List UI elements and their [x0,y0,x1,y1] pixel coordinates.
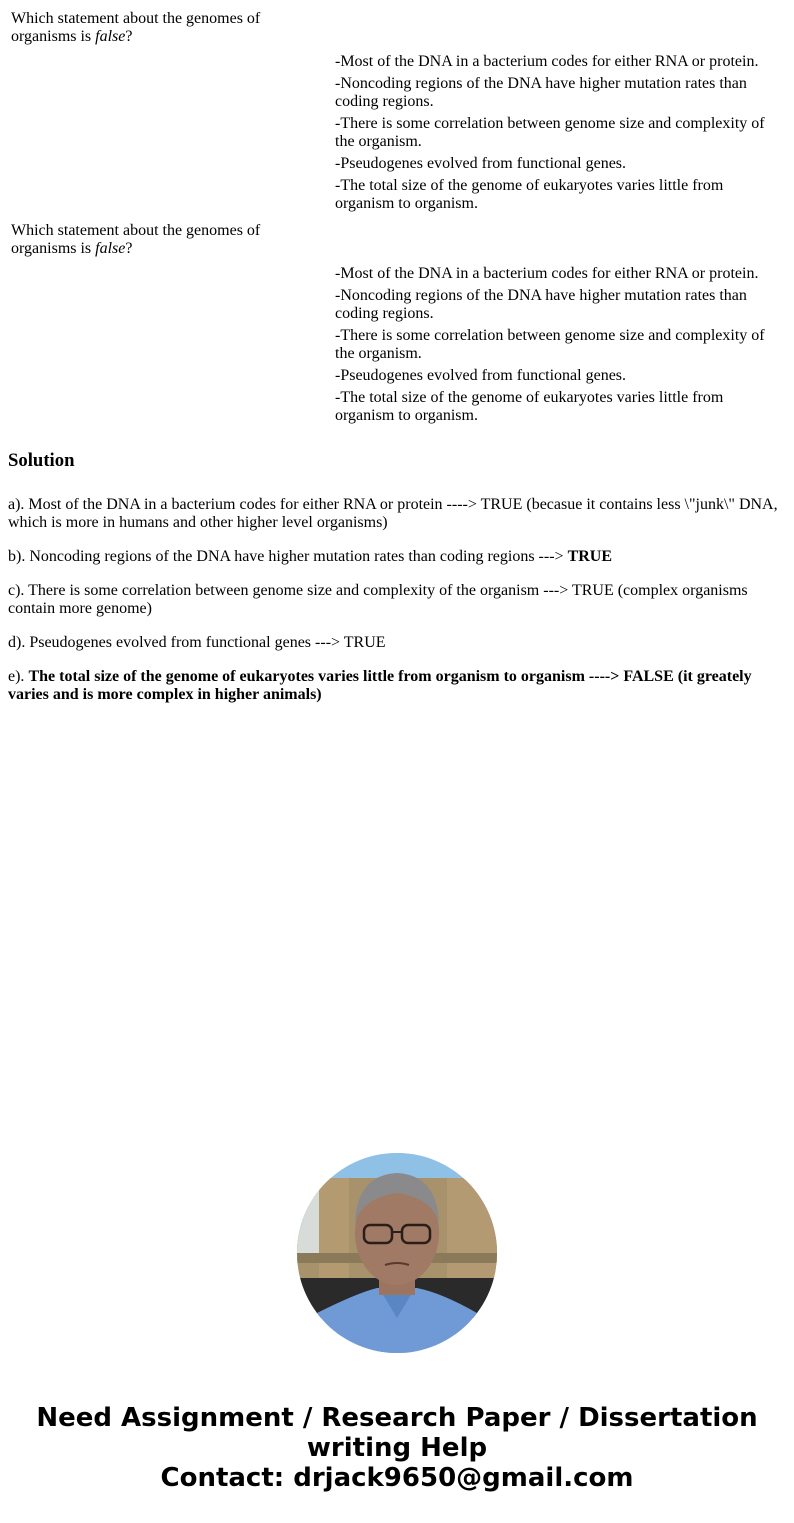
question-suffix: ? [125,240,133,257]
question-prefix: Which statement about the genomes of organisms is [11,10,261,45]
answer-b: b). Noncoding regions of the DNA have higher mutation rates than coding regions ---> TRUE [8,548,613,565]
question-emphasis: false [95,28,126,45]
option-e: -The total size of the genome of eukaryotes varies little from organism to organism. [335,177,724,212]
option-c: -There is some correlation between genome size and complexity of the organism. [335,327,765,362]
promo-banner [0,1403,794,1493]
option-b: -Noncoding regions of the DNA have higher mutation rates than coding regions. [335,287,747,322]
question-1-options [335,53,775,217]
answer-e: e). The total size of the genome of eukaryotes varies little from organism to organism ----> FALSE (it greately varies and is more complex in higher animals) [8,668,752,703]
promo-line-1: Need Assignment / Research Paper / Dissertation writing Help [36,1403,758,1463]
avatar [297,1153,497,1353]
answer-c: c). There is some correlation between genome size and complexity of the organism ---> TRUE (complex organisms contain more genome) [8,582,748,617]
answer-d: d). Pseudogenes evolved from functional genes ---> TRUE [8,634,386,651]
option-a: -Most of the DNA in a bacterium codes for either RNA or protein. [335,53,759,70]
question-2-text [11,222,311,258]
option-d: -Pseudogenes evolved from functional genes. [335,155,627,172]
solution-section [8,450,786,720]
option-c: -There is some correlation between genome size and complexity of the organism. [335,115,765,150]
option-e: -The total size of the genome of eukaryotes varies little from organism to organism. [335,389,724,424]
question-suffix: ? [125,28,133,45]
question-2-options [335,265,775,429]
question-1-text [11,10,311,46]
question-emphasis: false [95,240,126,257]
option-a: -Most of the DNA in a bacterium codes for either RNA or protein. [335,265,759,282]
answer-a: a). Most of the DNA in a bacterium codes for either RNA or protein ----> TRUE (becasue it contains less \"junk\" DNA, which is more in humans and other higher level organisms) [8,496,778,531]
option-d: -Pseudogenes evolved from functional genes. [335,367,627,384]
question-prefix: Which statement about the genomes of organisms is [11,222,261,257]
solution-heading: Solution [8,450,75,471]
person-photo-icon [297,1153,497,1353]
promo-contact: Contact: drjack9650@gmail.com [160,1463,634,1493]
option-b: -Noncoding regions of the DNA have higher mutation rates than coding regions. [335,75,747,110]
